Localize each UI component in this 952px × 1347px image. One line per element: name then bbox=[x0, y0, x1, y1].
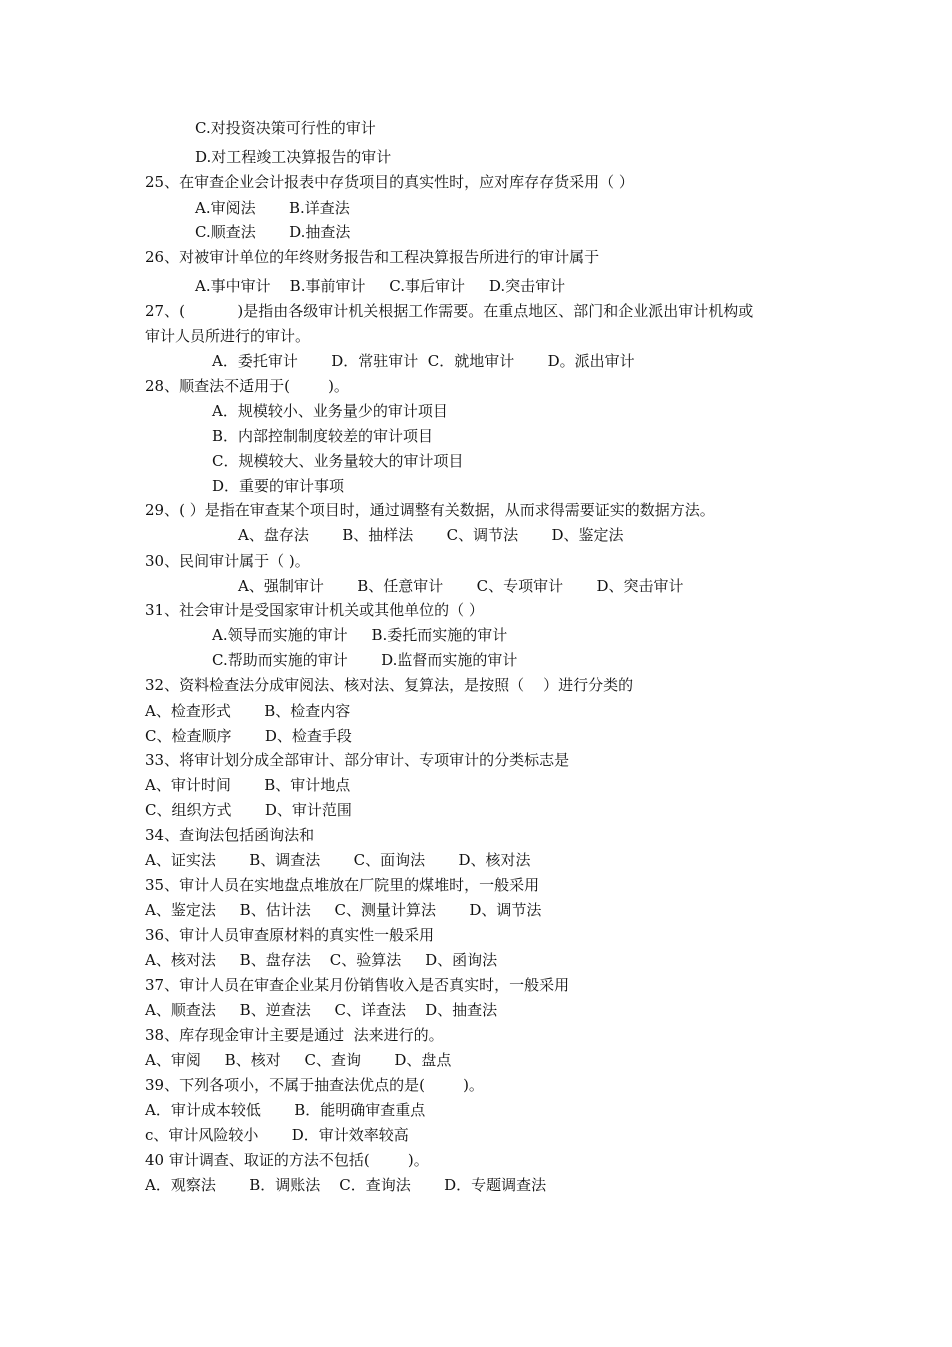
question-38: 38、库存现金审计主要是通过 法来进行的。 bbox=[145, 1026, 444, 1044]
text-line: D.对工程竣工决算报告的审计 bbox=[195, 148, 392, 166]
text-line: C、检查顺序 D、检查手段 bbox=[145, 727, 352, 745]
question-26: 26、对被审计单位的年终财务报告和工程决算报告所进行的审计属于 bbox=[145, 248, 600, 266]
text-line: A.事中审计 B.事前审计 C.事后审计 D.突击审计 bbox=[195, 277, 566, 295]
question-25: 25、在审查企业会计报表中存货项目的真实性时，应对库存存货采用（ ） bbox=[145, 173, 634, 191]
text-line: A、审阅 B、核对 C、查询 D、盘点 bbox=[145, 1051, 452, 1069]
question-40: 40 审计调查、取证的方法不包括( )。 bbox=[145, 1151, 429, 1169]
text-line: A、检查形式 B、检查内容 bbox=[145, 702, 351, 720]
text-line: A、证实法 B、调查法 C、面询法 D、核对法 bbox=[145, 851, 531, 869]
text-line: C.帮助而实施的审计 D.监督而实施的审计 bbox=[212, 651, 518, 669]
text-line: 审计人员所进行的审计。 bbox=[145, 327, 311, 345]
question-36: 36、审计人员审查原材料的真实性一般采用 bbox=[145, 926, 435, 944]
question-30: 30、民间审计属于（ )。 bbox=[145, 552, 310, 570]
question-33: 33、将审计划分成全部审计、部分审计、专项审计的分类标志是 bbox=[145, 751, 570, 769]
text-line: C、组织方式 D、审计范围 bbox=[145, 801, 352, 819]
text-line: A．委托审计 D．常驻审计 C．就地审计 D。派出审计 bbox=[212, 352, 635, 370]
question-32: 32、资料检查法分成审阅法、核对法、复算法，是按照（ ）进行分类的 bbox=[145, 676, 634, 694]
question-31: 31、社会审计是受国家审计机关或其他单位的（ ） bbox=[145, 601, 484, 619]
question-39: 39、下列各项小，不属于抽查法优点的是( )。 bbox=[145, 1076, 484, 1094]
text-line: A.领导而实施的审计 B.委托而实施的审计 bbox=[212, 626, 508, 644]
text-line: C.顺查法 D.抽查法 bbox=[195, 223, 351, 241]
question-34: 34、查询法包括函询法和 bbox=[145, 826, 315, 844]
text-line: A、审计时间 B、审计地点 bbox=[145, 776, 351, 794]
text-line: C．规模较大、业务量较大的审计项目 bbox=[212, 452, 464, 470]
text-line: A．审计成本较低 B．能明确审查重点 bbox=[145, 1101, 426, 1119]
text-line: c、审计风险较小 D．审计效率较高 bbox=[145, 1126, 409, 1144]
text-line: B．内部控制制度较差的审计项目 bbox=[212, 427, 434, 445]
question-37: 37、审计人员在审查企业某月份销售收入是否真实时，一般采用 bbox=[145, 976, 570, 994]
text-line: A.审阅法 B.详查法 bbox=[195, 199, 350, 217]
question-27: 27、( )是指由各级审计机关根据工作需要。在重点地区、部门和企业派出审计机构或 bbox=[145, 302, 754, 320]
text-line: A、核对法 B、盘存法 C、验算法 D、函询法 bbox=[145, 951, 498, 969]
text-line: A、强制审计 B、任意审计 C、专项审计 D、突击审计 bbox=[238, 577, 684, 595]
question-29: 29、( ）是指在审查某个项目时，通过调整有关数据，从而求得需要证实的数据方法。 bbox=[145, 501, 715, 519]
text-line: A、盘存法 B、抽样法 C、调节法 D、鉴定法 bbox=[238, 526, 624, 544]
text-line: A．观察法 B．调账法 C．查询法 D．专题调查法 bbox=[145, 1176, 547, 1194]
question-35: 35、审计人员在实地盘点堆放在厂院里的煤堆时，一般采用 bbox=[145, 876, 540, 894]
text-line: A．规模较小、业务量少的审计项目 bbox=[212, 402, 448, 420]
text-line: D．重要的审计事项 bbox=[212, 477, 345, 495]
text-line: A、鉴定法 B、估计法 C、测量计算法 D、调节法 bbox=[145, 901, 542, 919]
text-line: A、顺查法 B、逆查法 C、详查法 D、抽查法 bbox=[145, 1001, 498, 1019]
question-28: 28、顺查法不适用于( )。 bbox=[145, 377, 349, 395]
text-line: C.对投资决策可行性的审计 bbox=[195, 119, 376, 137]
